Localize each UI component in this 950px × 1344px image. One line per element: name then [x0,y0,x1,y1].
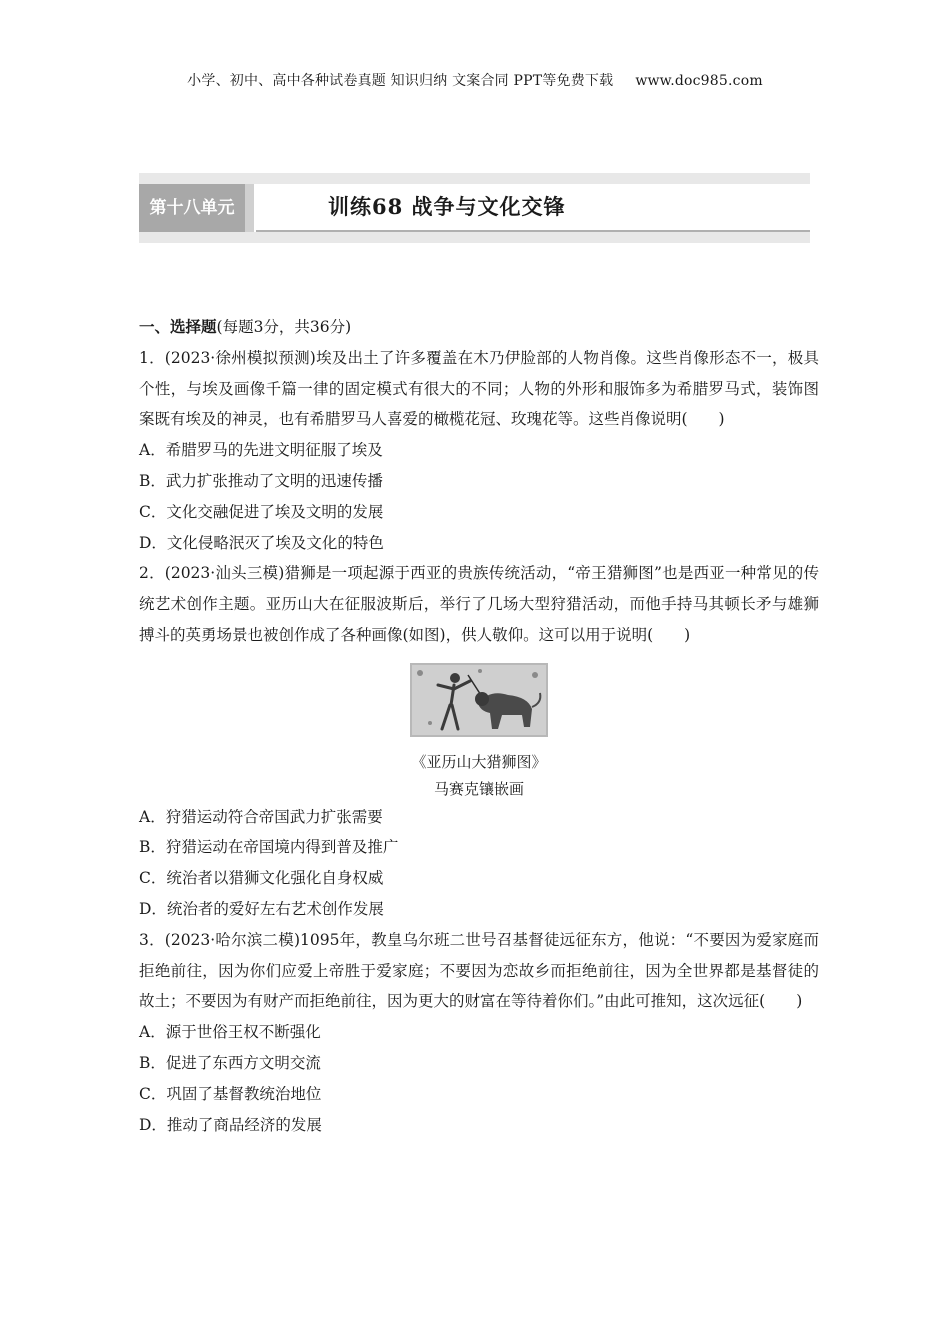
header-url[interactable]: www.doc985.com [635,73,763,89]
option-d[interactable]: D．统治者的爱好左右艺术创作发展 [139,899,384,918]
question-stem: 3．(2023·哈尔滨二模)1095年，教皇乌尔班二世号召基督徒远征东方，他说：“不要因为爱家庭而拒绝前往，因为你们应爱上帝胜于爱家庭；不要因为恋故乡而拒绝前往，因为全世界都是基督徒的故土；不要因为有财产而拒绝前往，因为更大的财富在等待着你们。”由此可推知，这次远征( ) [139,930,819,1011]
option-b[interactable]: B．狩猎运动在帝国境内得到普及推广 [139,838,399,857]
option-b[interactable]: B．武力扩张推动了文明的迅速传播 [139,471,383,490]
page-header [0,70,950,90]
section-title: 一、选择题(每题3分，共36分) [139,317,352,336]
figure [139,663,819,802]
section-note: (每题3分，共36分) [216,318,352,336]
option-a[interactable]: A．狩猎运动符合帝国武力扩张需要 [139,807,383,826]
figure-caption: 《亚历山大猎狮图》 [411,752,547,771]
unit-banner [139,173,810,243]
unit-label: 第十八单元 [139,184,245,232]
option-a[interactable]: A．源于世俗王权不断强化 [139,1023,321,1042]
page-title: 训练68 战争与文化交锋 [328,194,566,219]
option-c[interactable]: C．巩固了基督教统治地位 [139,1084,322,1103]
option-a[interactable]: A．希腊罗马的先进文明征服了埃及 [139,441,383,460]
title-box [256,184,810,232]
header-text: 小学、初中、高中各种试卷真题 知识归纳 文案合同 PPT等免费下载 [187,73,614,89]
option-c[interactable]: C．文化交融促进了埃及文明的发展 [139,502,384,521]
question-stem: 1．(2023·徐州模拟预测)埃及出土了许多覆盖在木乃伊脸部的人物肖像。这些肖像形态不一，极具个性，与埃及画像千篇一律的固定模式有很大的不同；人物的外形和服饰多为希腊罗马式，装饰图案既有埃及的神灵，也有希腊罗马人喜爱的橄榄花冠、玫瑰花等。这些肖像说明( ) [139,348,819,429]
exam-content [139,312,819,1140]
option-d[interactable]: D．推动了商品经济的发展 [139,1115,322,1134]
question-stem: 2．(2023·汕头三模)猎狮是一项起源于西亚的贵族传统活动，“帝王猎狮图”也是西亚一种常见的传统艺术创作主题。亚历山大在征服波斯后，举行了几场大型狩猎活动，而他手持马其顿长矛与雄狮搏斗的英勇场景也被创作成了各种画像(如图)，供人敬仰。这可以用于说明( ) [139,564,819,644]
option-c[interactable]: C．统治者以猎狮文化强化自身权威 [139,869,384,888]
option-b[interactable]: B．促进了东西方文明交流 [139,1053,321,1072]
figure-subcaption: 马赛克镶嵌画 [433,779,524,798]
lion-hunt-mosaic-image [410,663,548,737]
option-d[interactable]: D．文化侵略泯灭了埃及文化的特色 [139,533,384,552]
